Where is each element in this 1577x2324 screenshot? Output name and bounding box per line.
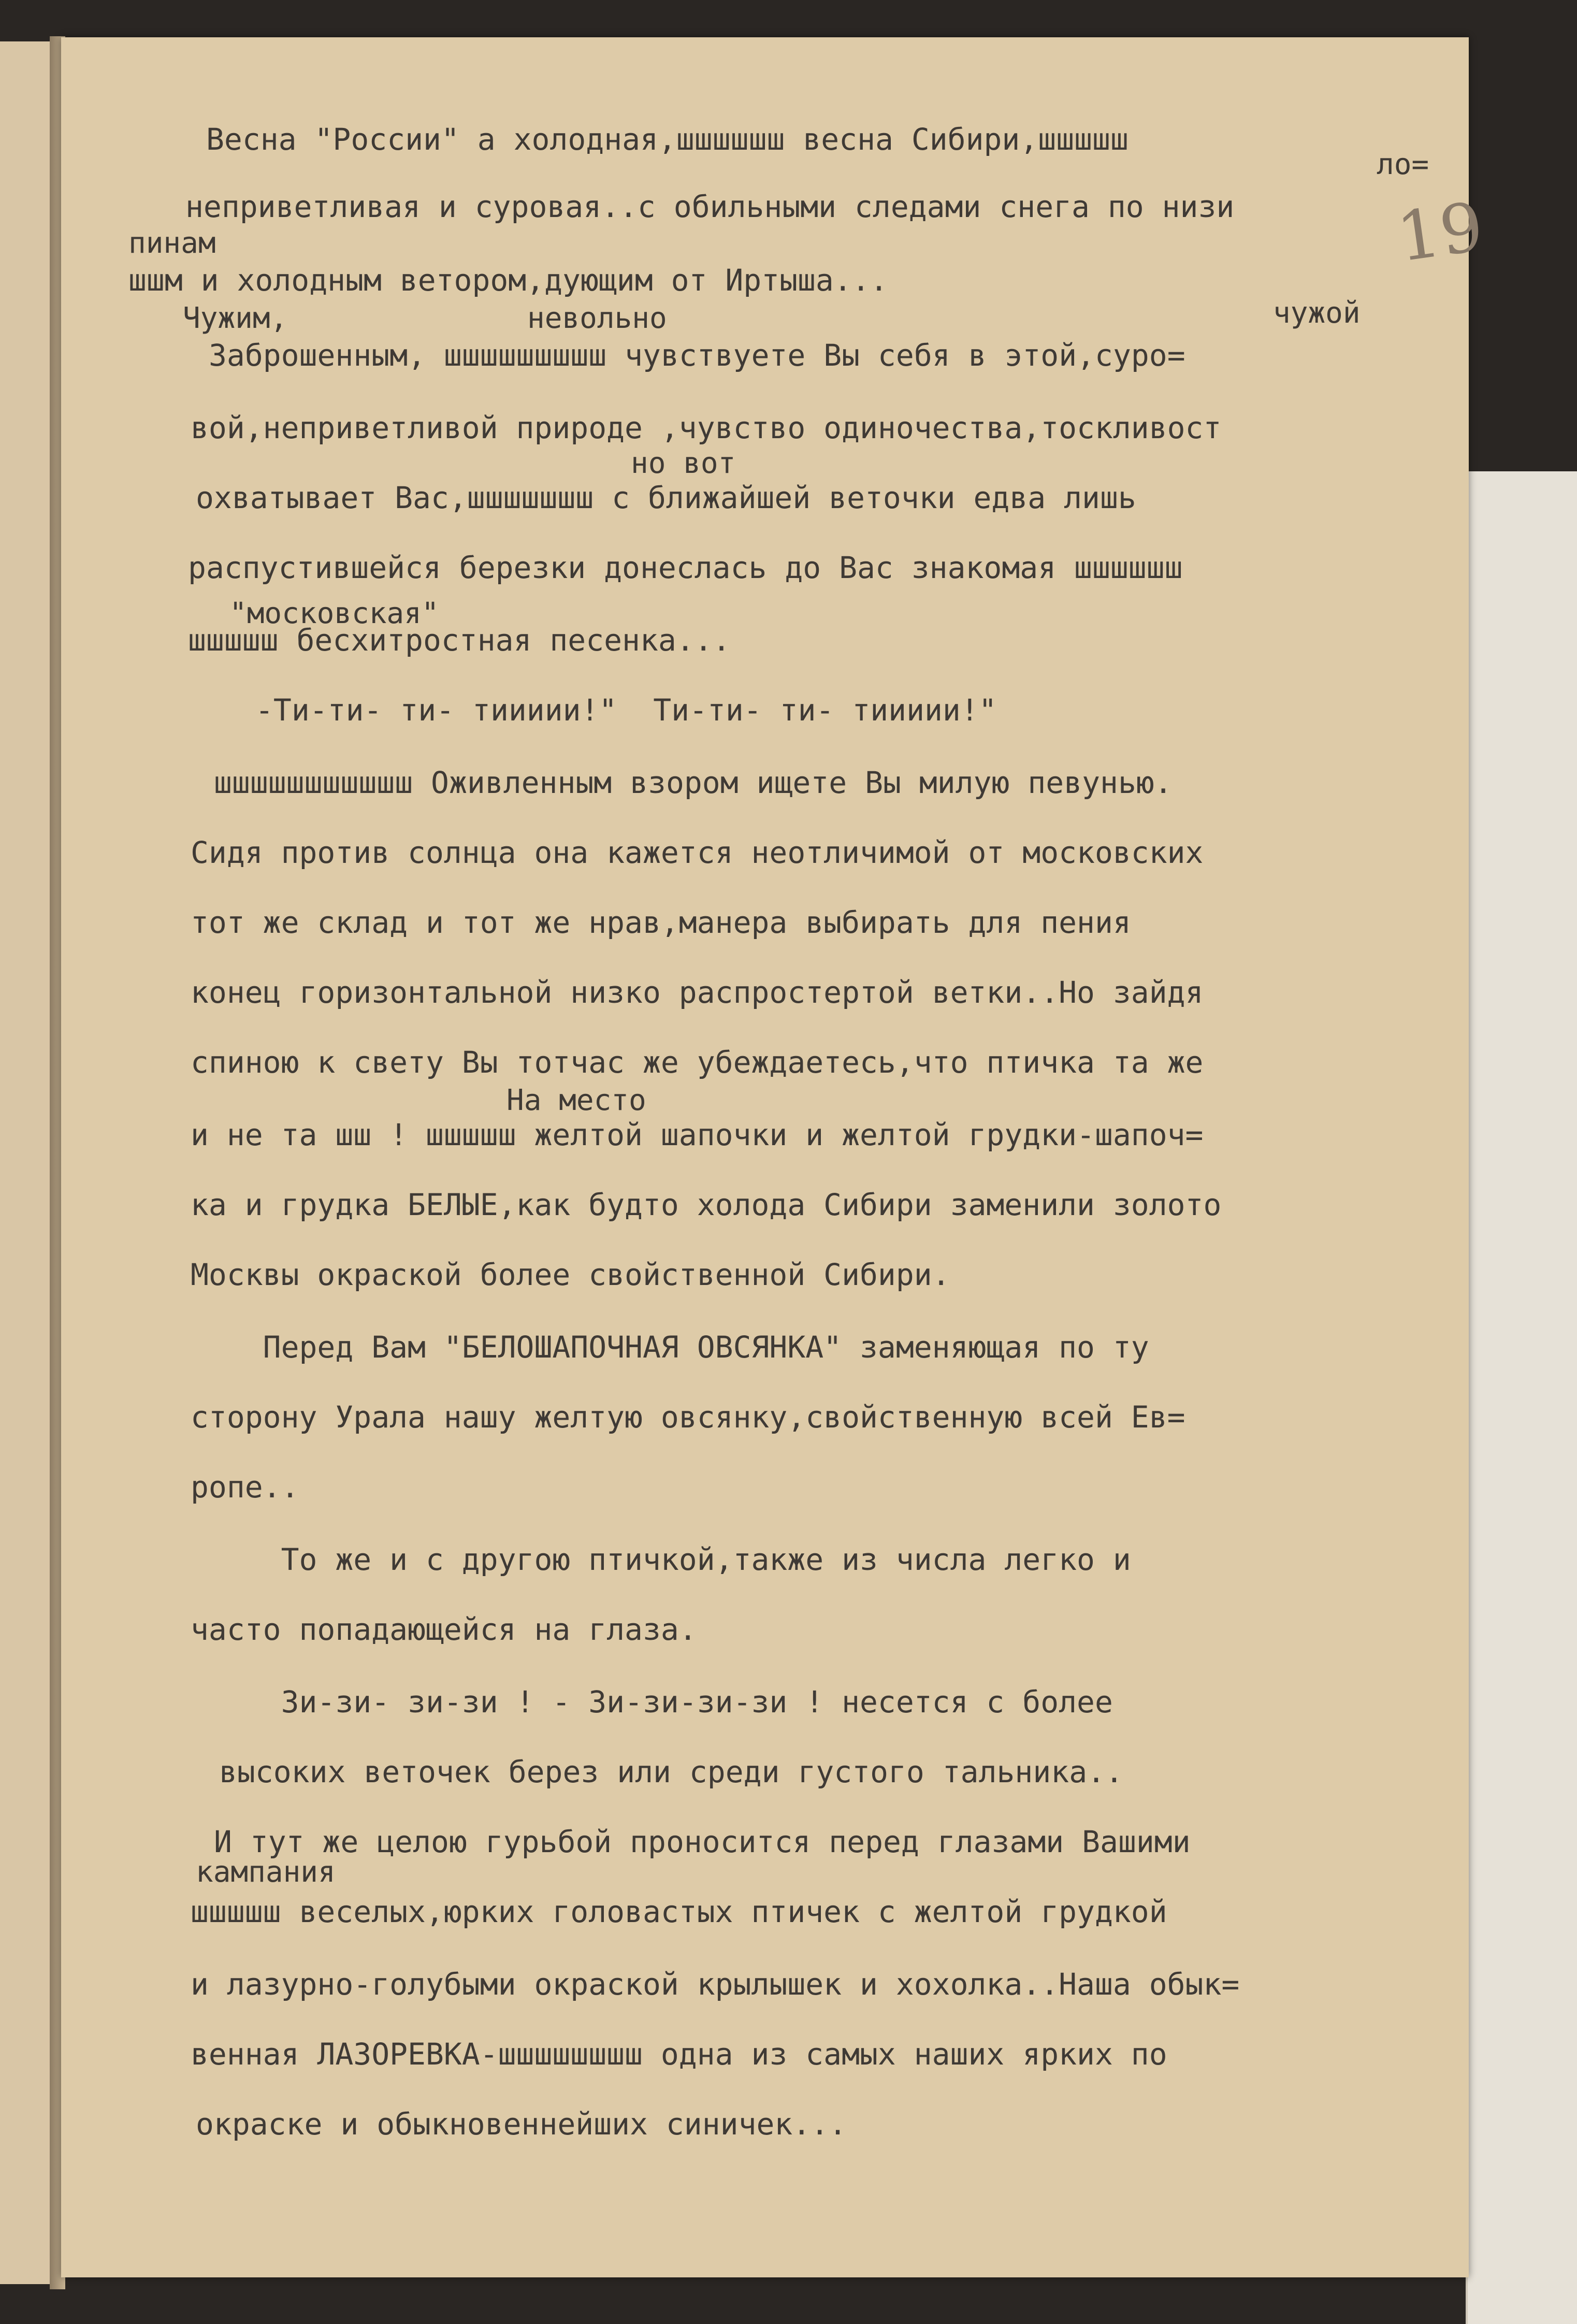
- typed-page: [61, 37, 1488, 2277]
- text-line: спиною к свету Вы тотчас же убеждаетесь,что птичка та же: [191, 1045, 1204, 1080]
- insertion-na-mesto: На место: [507, 1084, 646, 1117]
- left-page-edge: [0, 41, 55, 2284]
- text-line: Перед Вам "БЕЛОШАПОЧНАЯ ОВСЯНКА" заменяющая по ту: [191, 1330, 1149, 1365]
- text-line: сторону Урала нашу желтую овсянку,свойственную всей Ев=: [191, 1399, 1185, 1435]
- text-line: и не та шш ! шшшшш желтой шапочки и желтой грудки-шапоч=: [191, 1117, 1204, 1152]
- text-line: Сидя против солнца она кажется неотличимой от московских: [191, 835, 1204, 870]
- text-line: шшшшшшшшшшш Оживленным взором ищете Вы милую певунью.: [214, 765, 1173, 800]
- insertion-moskovskaya: "московская": [229, 597, 439, 630]
- text-line: вой,неприветливой природе ,чувство одиночества,тоскливост: [191, 410, 1222, 445]
- insertion-chuzhim: Чужим,: [183, 301, 288, 335]
- insertion-pinam: пинам: [128, 226, 216, 260]
- text-line: ка и грудка БЕЛЫЕ,как будто холода Сибири заменили золото: [191, 1187, 1222, 1222]
- insertion-no-vot: но вот: [631, 446, 736, 480]
- text-line: Заброшенным, шшшшшшшшш чувствуете Вы себя в этой,суро=: [209, 338, 1185, 373]
- text-line: И тут же целою гурьбой проносится перед глазами Вашими: [214, 1824, 1191, 1859]
- text-line: шшм и холодным ветором,дующим от Иртыша...: [128, 263, 888, 298]
- insertion-chuzhoy: чужой: [1273, 296, 1361, 330]
- text-line: и лазурно-голубыми окраской крылышек и хохолка..Наша обык=: [191, 1967, 1240, 2002]
- text-line: То же и с другою птичкой,также из числа легко и: [191, 1542, 1131, 1577]
- text-line: высоких веточек берез или среди густого тальника..: [219, 1754, 1123, 1789]
- text-line: неприветливая и суровая..с обильными следами снега по низи: [185, 189, 1235, 224]
- text-line: шшшшш веселых,юрких головастых птичек с желтой грудкой: [191, 1894, 1167, 1929]
- text-line: тот же склад и тот же нрав,манера выбирать для пения: [191, 905, 1131, 940]
- text-line: Москвы окраской более свойственной Сибири.: [191, 1257, 950, 1292]
- insertion-kampaniya: кампания: [196, 1855, 336, 1889]
- text-line: -Ти-ти- ти- тиииии!" Ти-ти- ти- тиииии!": [255, 692, 997, 728]
- text-line: охватывает Вас,шшшшшшш с ближайшей веточки едва лишь: [196, 480, 1136, 515]
- text-line: венная ЛАЗОРЕВКА-шшшшшшшш одна из самых наших ярких по: [191, 2037, 1167, 2072]
- text-line: окраске и обыкновеннейших синичек...: [196, 2106, 847, 2142]
- text-line: часто попадающейся на глаза.: [191, 1612, 697, 1647]
- text-line: Весна "России" а холодная,шшшшшш весна Сибири,шшшшш: [206, 122, 1129, 157]
- text-line: ропе..: [191, 1469, 299, 1505]
- text-line: распустившейся березки донеслась до Вас знакомая шшшшшш: [188, 550, 1183, 585]
- paper-strip-right: [1466, 471, 1577, 2324]
- handwritten-page-number: 19: [1392, 187, 1488, 277]
- insertion-nevolno: невольно: [527, 301, 667, 335]
- insertion-lo: ло=: [1377, 148, 1429, 181]
- text-line: шшшшш бесхитростная песенка...: [188, 623, 731, 658]
- text-line: конец горизонтальной низко распростертой ветки..Но зайдя: [191, 975, 1204, 1010]
- text-line: Зи-зи- зи-зи ! - Зи-зи-зи-зи ! несется с более: [191, 1684, 1113, 1720]
